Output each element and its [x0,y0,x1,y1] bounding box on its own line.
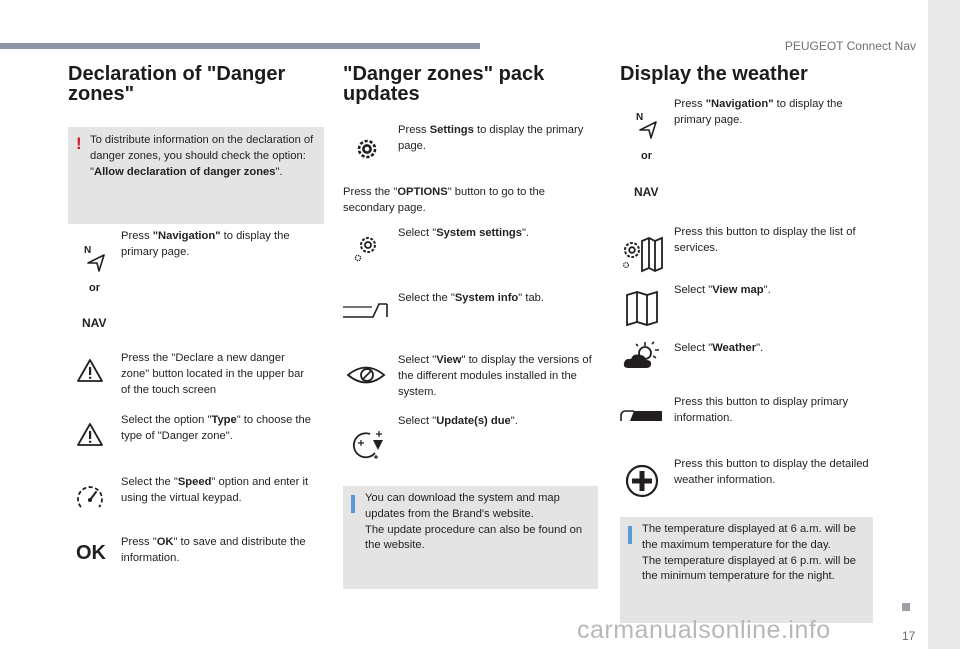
warning-triangle-icon [77,423,103,446]
page-edge-strip [928,0,960,649]
page-number: 17 [902,629,916,643]
step-text: Select "View map". [674,284,771,296]
or-label: or [89,282,100,294]
tab-shape-icon [343,303,388,319]
column-danger-zone-updates [343,64,599,589]
info-note [343,486,598,589]
step-text: Select "System settings". [398,227,530,239]
step-system-settings [343,220,599,288]
info-text-line-1: You can download the system and map updates from the Brand's website. [365,492,560,520]
step-view [343,350,599,414]
options-instruction [343,185,599,220]
info-marker-icon [351,495,355,513]
info-note [620,517,873,623]
warning-triangle-icon [77,359,103,382]
step-text: Press this button to display the detailed weather information. [674,458,869,486]
warning-text: To distribute information on the declaration of danger zones, you should check the option: "Allow declaration of danger zones". [90,134,314,178]
weather-sun-cloud-icon [623,340,663,370]
svg-text:N: N [84,245,92,256]
step-navigation [620,97,876,225]
step-weather [620,337,876,391]
settings-gear-icon [354,136,380,162]
speedometer-icon [76,485,104,511]
section-title: Display the weather [620,63,808,85]
step-navigation [68,224,324,346]
step-text: Select the "System info" tab. [398,292,545,304]
warning-note [68,127,324,224]
step-detailed-info [620,453,876,517]
step-services [620,225,876,283]
next-page-marker [902,603,910,611]
step-text: Press this button to display the list of services. [674,226,856,254]
step-select-type [68,409,324,473]
column-display-weather [620,64,876,623]
map-icon [626,291,658,325]
step-text: Select "View" to display the versions of the different modules installed in the system. [398,354,592,398]
tab-primary-icon [620,409,662,423]
info-text-line-2: The temperature displayed at 6 p.m. will be the minimum temperature for the night. [642,554,856,583]
watermark: carmanualsonline.info [577,616,831,644]
step-text: Press this button to display primary information. [674,396,849,424]
section-title: "Danger zones" pack updates [343,63,545,105]
ok-button-label: OK [76,542,106,564]
step-view-map [620,283,876,337]
step-text: Select the "Speed" option and enter it using the virtual keypad. [121,476,309,504]
map-settings-icon [622,237,664,271]
plus-circle-icon [625,464,659,498]
manual-section-title: PEUGEOT Connect Nav [784,39,916,53]
update-download-icon [349,428,385,462]
step-updates-due [343,414,599,486]
step-text: Press "Navigation" to display the primary page. [674,98,843,126]
nav-button-label: NAV [82,316,107,330]
step-text: Select the option "Type" to choose the type of "Danger zone". [121,414,311,442]
header-accent-bar [0,43,480,49]
step-text: Select "Update(s) due". [398,415,518,427]
step-press-ok [68,531,324,581]
navigation-arrow-icon [84,244,106,270]
step-text: Press the "Declare a new danger zone" button located in the upper bar of the touch screen [121,352,305,396]
step-primary-info [620,391,876,453]
section-title: Declaration of "Danger zones" [68,63,286,105]
step-text: Select "Weather". [674,342,764,354]
step-select-speed [68,473,324,531]
info-text-line-1: The temperature displayed at 6 a.m. will be the maximum temperature for the day. [642,523,856,551]
navigation-arrow-icon [636,111,658,137]
step-declare-danger-zone [68,346,324,409]
step-system-info [343,288,599,350]
info-marker-icon [628,526,632,544]
step-text: Press the "OPTIONS" button to go to the secondary page. [343,186,545,214]
view-eye-icon [347,364,385,386]
exclamation-icon: ! [76,134,82,153]
step-text: Press "OK" to save and distribute the information. [121,536,306,564]
nav-button-label: NAV [634,185,659,199]
info-text-line-2: The update procedure can also be found on the website. [365,523,583,552]
column-danger-zone-declaration [68,64,324,581]
step-text: Press Settings to display the primary page. [398,124,584,152]
or-label: or [641,150,652,162]
settings-gear-small-icon [354,234,380,262]
svg-text:N: N [636,112,644,123]
step-text: Press "Navigation" to display the primary page. [121,230,290,258]
step-settings [343,120,599,185]
